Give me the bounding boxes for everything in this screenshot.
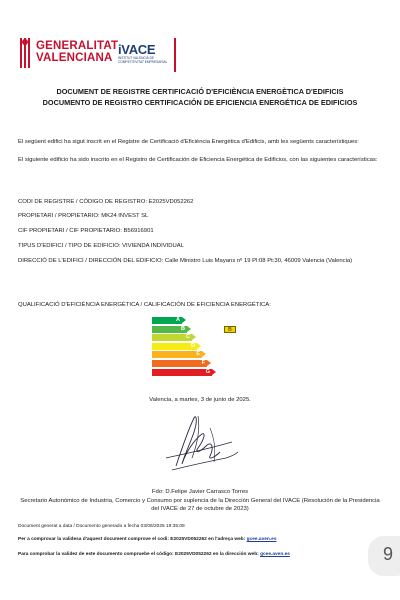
ivace-logo xyxy=(118,42,178,72)
rating-bar-arrow xyxy=(202,351,206,357)
ivace-subtitle: INSTITUT VALENCIÀ DE COMPETITIVITAT EMPRESARIAL xyxy=(118,56,168,64)
header-divider xyxy=(174,38,176,72)
building-type: TIPUS D'EDIFICI / TIPO DE EDIFICIO: VIVIENDA INDIVIDUAL xyxy=(18,243,184,249)
rating-bar-b: B xyxy=(152,326,187,333)
building-address: DIRECCIÓ DE L'EDIFICI / DIRECCIÓN DEL EDIFICIO: Calle Ministro Luis Mayans nº 19 Pl:08 Pt:30, 46009 Valencia (Valencia) xyxy=(18,258,353,264)
rating-bar-arrow xyxy=(187,326,191,332)
rating-bar-c: C xyxy=(152,334,192,341)
rating-bar-arrow xyxy=(212,369,216,375)
rating-bar-arrow xyxy=(182,317,186,323)
verify-valencian-link[interactable]: gcee.aven.es xyxy=(246,537,277,542)
qualification-label: QUALIFICACIÓ D'EFICIÈNCIA ENERGÈTICA / CALIFICACIÓN DE EFICIENCIA ENERGÉTICA: xyxy=(18,302,271,308)
rating-bar-d: D xyxy=(152,343,197,350)
verify-spanish-text: Para comprobar la validez de este documento compruebe el código: E2025VD052262 en la dirección web: xyxy=(18,552,261,557)
intro-spanish: El siguiente edificio ha sido inscrito en el Registro de Certificación de Eficiencia Energética de Edificios, con las siguientes características: xyxy=(18,157,378,163)
owner-cif: CIF PROPIETARI / CIF PROPIETARIO: B56916901 xyxy=(18,228,154,234)
energy-rating-scale xyxy=(152,317,242,379)
generalitat-line2: VALENCIANA xyxy=(36,52,113,64)
verify-valencian-text: Per a comprovar la validesa d'aquest document comprove el codi: E2025VD052262 en l'adreça web: xyxy=(18,537,247,542)
date-line: Valencia, a martes, 3 de junio de 2025. xyxy=(149,397,251,403)
page-number: 9 xyxy=(383,544,394,564)
signer-name: Fdo: D.Felipe Javier Carrasco Torres xyxy=(151,489,249,495)
rating-bar-arrow xyxy=(192,334,196,340)
generalitat-line1: GENERALITAT xyxy=(36,40,119,52)
signer-role: Secretario Autonómico de Industria, Comercio y Consumo por suplencia de la Dirección General del IVACE (Resolución de la Presidencia del IVACE de 27 de octubre de 2023) xyxy=(20,498,380,512)
generalitat-emblem-icon xyxy=(18,38,32,68)
rating-bar-arrow xyxy=(207,360,211,366)
title-spanish: DOCUMENTO DE REGISTRO CERTIFICACIÓN DE EFICIENCIA ENERGÉTICA DE EDIFICIOS xyxy=(42,98,358,107)
page-number-badge xyxy=(368,536,400,576)
registry-code: CODI DE REGISTRE / CÓDIGO DE REGISTRO: E2025VD052262 xyxy=(18,199,194,205)
owner: PROPIETARI / PROPIETARIO: MK24 INVEST SL xyxy=(18,213,149,219)
generated-date: Document generat a data / Documento generado a fecha 03/06/2025 19:35:08 xyxy=(18,524,185,529)
rating-bar-arrow xyxy=(197,343,201,349)
rating-bar-f: F xyxy=(152,360,207,367)
verify-spanish xyxy=(18,551,382,558)
verify-spanish-link[interactable]: gcee.aven.es xyxy=(260,552,290,557)
rating-bar-a: A xyxy=(152,317,182,324)
rating-bar-g: G xyxy=(152,369,212,376)
ivace-wordmark: iVACE xyxy=(118,42,156,57)
intro-valencian: El següent edifici ha sigut inscrit en el Registre de Certificació d'Eficiència Energètica d'Edificis, amb les següents característiques: xyxy=(18,139,359,145)
handwritten-signature xyxy=(154,408,244,480)
verify-valencian xyxy=(18,536,382,543)
rating-result-marker: B xyxy=(224,326,236,333)
rating-bar-e: E xyxy=(152,351,202,358)
title-valencian: DOCUMENT DE REGISTRE CERTIFICACIÓ D'EFICIÈNCIA ENERGÈTICA D'EDIFICIS xyxy=(56,87,344,96)
